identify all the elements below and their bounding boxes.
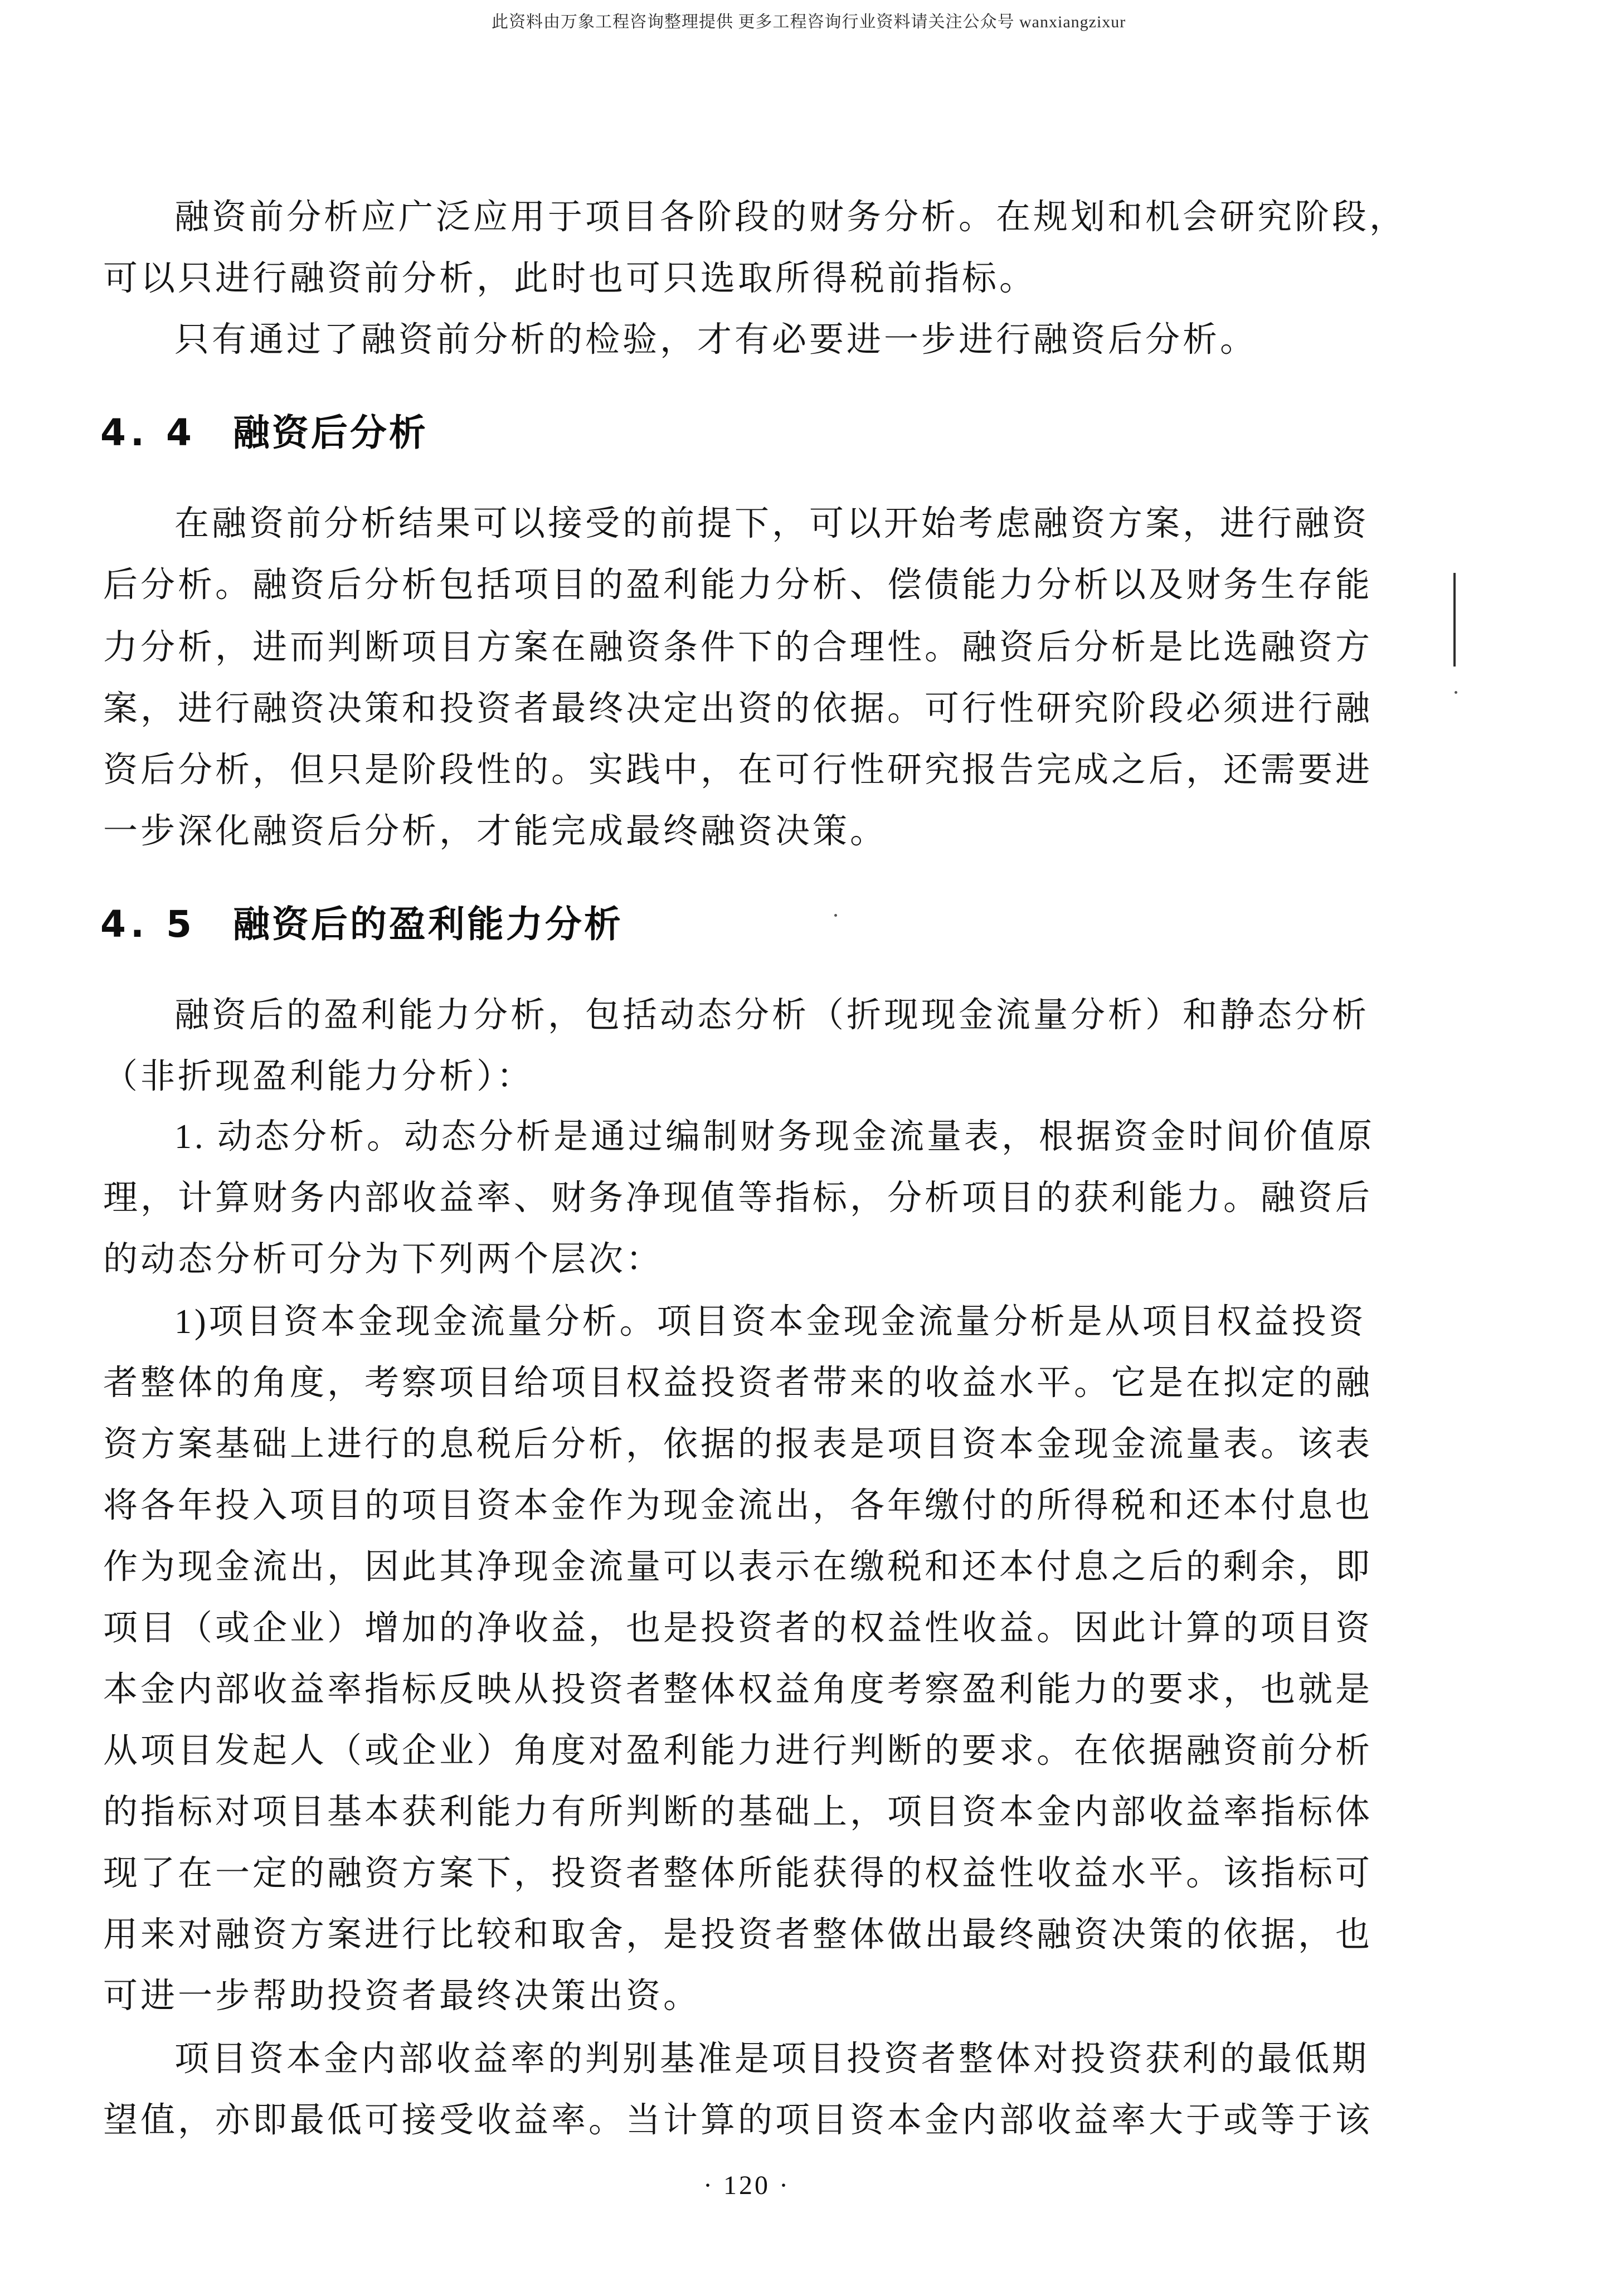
body-line: 只有通过了融资前分析的检验，才有必要进一步进行融资后分析。 bbox=[174, 321, 1258, 359]
body-line: 可以只进行融资前分析，此时也可只选取所得税前指标。 bbox=[103, 260, 1037, 298]
body-line: 的动态分析可分为下列两个层次： bbox=[103, 1241, 664, 1278]
section-number: 4. 5 bbox=[100, 903, 196, 946]
body-line: 后分析。融资后分析包括项目的盈利能力分析、偿债能力分析以及财务生存能 bbox=[103, 566, 1373, 604]
body-line: 从项目发起人（或企业）角度对盈利能力进行判断的要求。在依据融资前分析 bbox=[103, 1732, 1373, 1770]
scan-artifact-speck bbox=[1455, 691, 1457, 694]
body-line: 可进一步帮助投资者最终决策出资。 bbox=[103, 1977, 701, 2015]
body-line: 本金内部收益率指标反映从投资者整体权益角度考察盈利能力的要求，也就是 bbox=[103, 1671, 1373, 1709]
section-title: 融资后分析 bbox=[232, 411, 428, 454]
body-line: 的指标对项目基本获利能力有所判断的基础上，项目资本金内部收益率指标体 bbox=[103, 1793, 1373, 1831]
section-heading-4-4 bbox=[100, 412, 428, 454]
body-line: 1. 动态分析。动态分析是通过编制财务现金流量表，根据资金时间价值原 bbox=[174, 1118, 1375, 1156]
body-line: 现了在一定的融资方案下，投资者整体所能获得的权益性收益水平。该指标可 bbox=[103, 1855, 1373, 1893]
body-line: 力分析，进而判断项目方案在融资条件下的合理性。融资后分析是比选融资方 bbox=[103, 629, 1373, 667]
section-title: 融资后的盈利能力分析 bbox=[232, 903, 623, 946]
section-heading-4-5 bbox=[100, 904, 623, 945]
section-number: 4. 4 bbox=[100, 411, 196, 454]
scan-artifact-speck bbox=[834, 914, 837, 917]
body-line: 项目资本金内部收益率的判别基准是项目投资者整体对投资获利的最低期 bbox=[174, 2040, 1370, 2078]
body-line: 资后分析，但只是阶段性的。实践中，在可行性研究报告完成之后，还需要进 bbox=[103, 751, 1373, 789]
body-line: 望值，亦即最低可接受收益率。当计算的项目资本金内部收益率大于或等于该 bbox=[103, 2102, 1373, 2139]
body-line: 将各年投入项目的项目资本金作为现金流出，各年缴付的所得税和还本付息也 bbox=[103, 1487, 1373, 1525]
body-line: 资方案基础上进行的息税后分析，依据的报表是项目资本金现金流量表。该表 bbox=[103, 1426, 1373, 1463]
body-line: 者整体的角度，考察项目给项目权益投资者带来的收益水平。它是在拟定的融 bbox=[103, 1364, 1373, 1402]
body-line: 一步深化融资后分析，才能完成最终融资决策。 bbox=[103, 813, 888, 850]
body-line: 项目（或企业）增加的净收益，也是投资者的权益性收益。因此计算的项目资 bbox=[103, 1609, 1373, 1647]
page-number: · 120 · bbox=[703, 2171, 790, 2200]
body-line: 在融资前分析结果可以接受的前提下，可以开始考虑融资方案，进行融资 bbox=[174, 505, 1370, 543]
body-line: 融资后的盈利能力分析，包括动态分析（折现现金流量分析）和静态分析 bbox=[174, 996, 1370, 1034]
body-line: 作为现金流出，因此其净现金流量可以表示在缴税和还本付息之后的剩余，即 bbox=[103, 1548, 1373, 1586]
scan-artifact-vertical-line bbox=[1453, 573, 1456, 667]
body-line: 理，计算财务内部收益率、财务净现值等指标，分析项目的获利能力。融资后 bbox=[103, 1179, 1373, 1217]
watermark-header: 此资料由万象工程咨询整理提供 更多工程咨询行业资料请关注公众号 wanxiangzixur bbox=[492, 13, 1126, 31]
body-line: 案，进行融资决策和投资者最终决定出资的依据。可行性研究阶段必须进行融 bbox=[103, 690, 1373, 728]
body-line: 用来对融资方案进行比较和取舍，是投资者整体做出最终融资决策的依据，也 bbox=[103, 1916, 1373, 1954]
body-line: 1)项目资本金现金流量分析。项目资本金现金流量分析是从项目权益投资 bbox=[174, 1303, 1366, 1341]
body-line: 融资前分析应广泛应用于项目各阶段的财务分析。在规划和机会研究阶段， bbox=[174, 198, 1407, 236]
body-line: （非折现盈利能力分析）： bbox=[103, 1058, 534, 1096]
